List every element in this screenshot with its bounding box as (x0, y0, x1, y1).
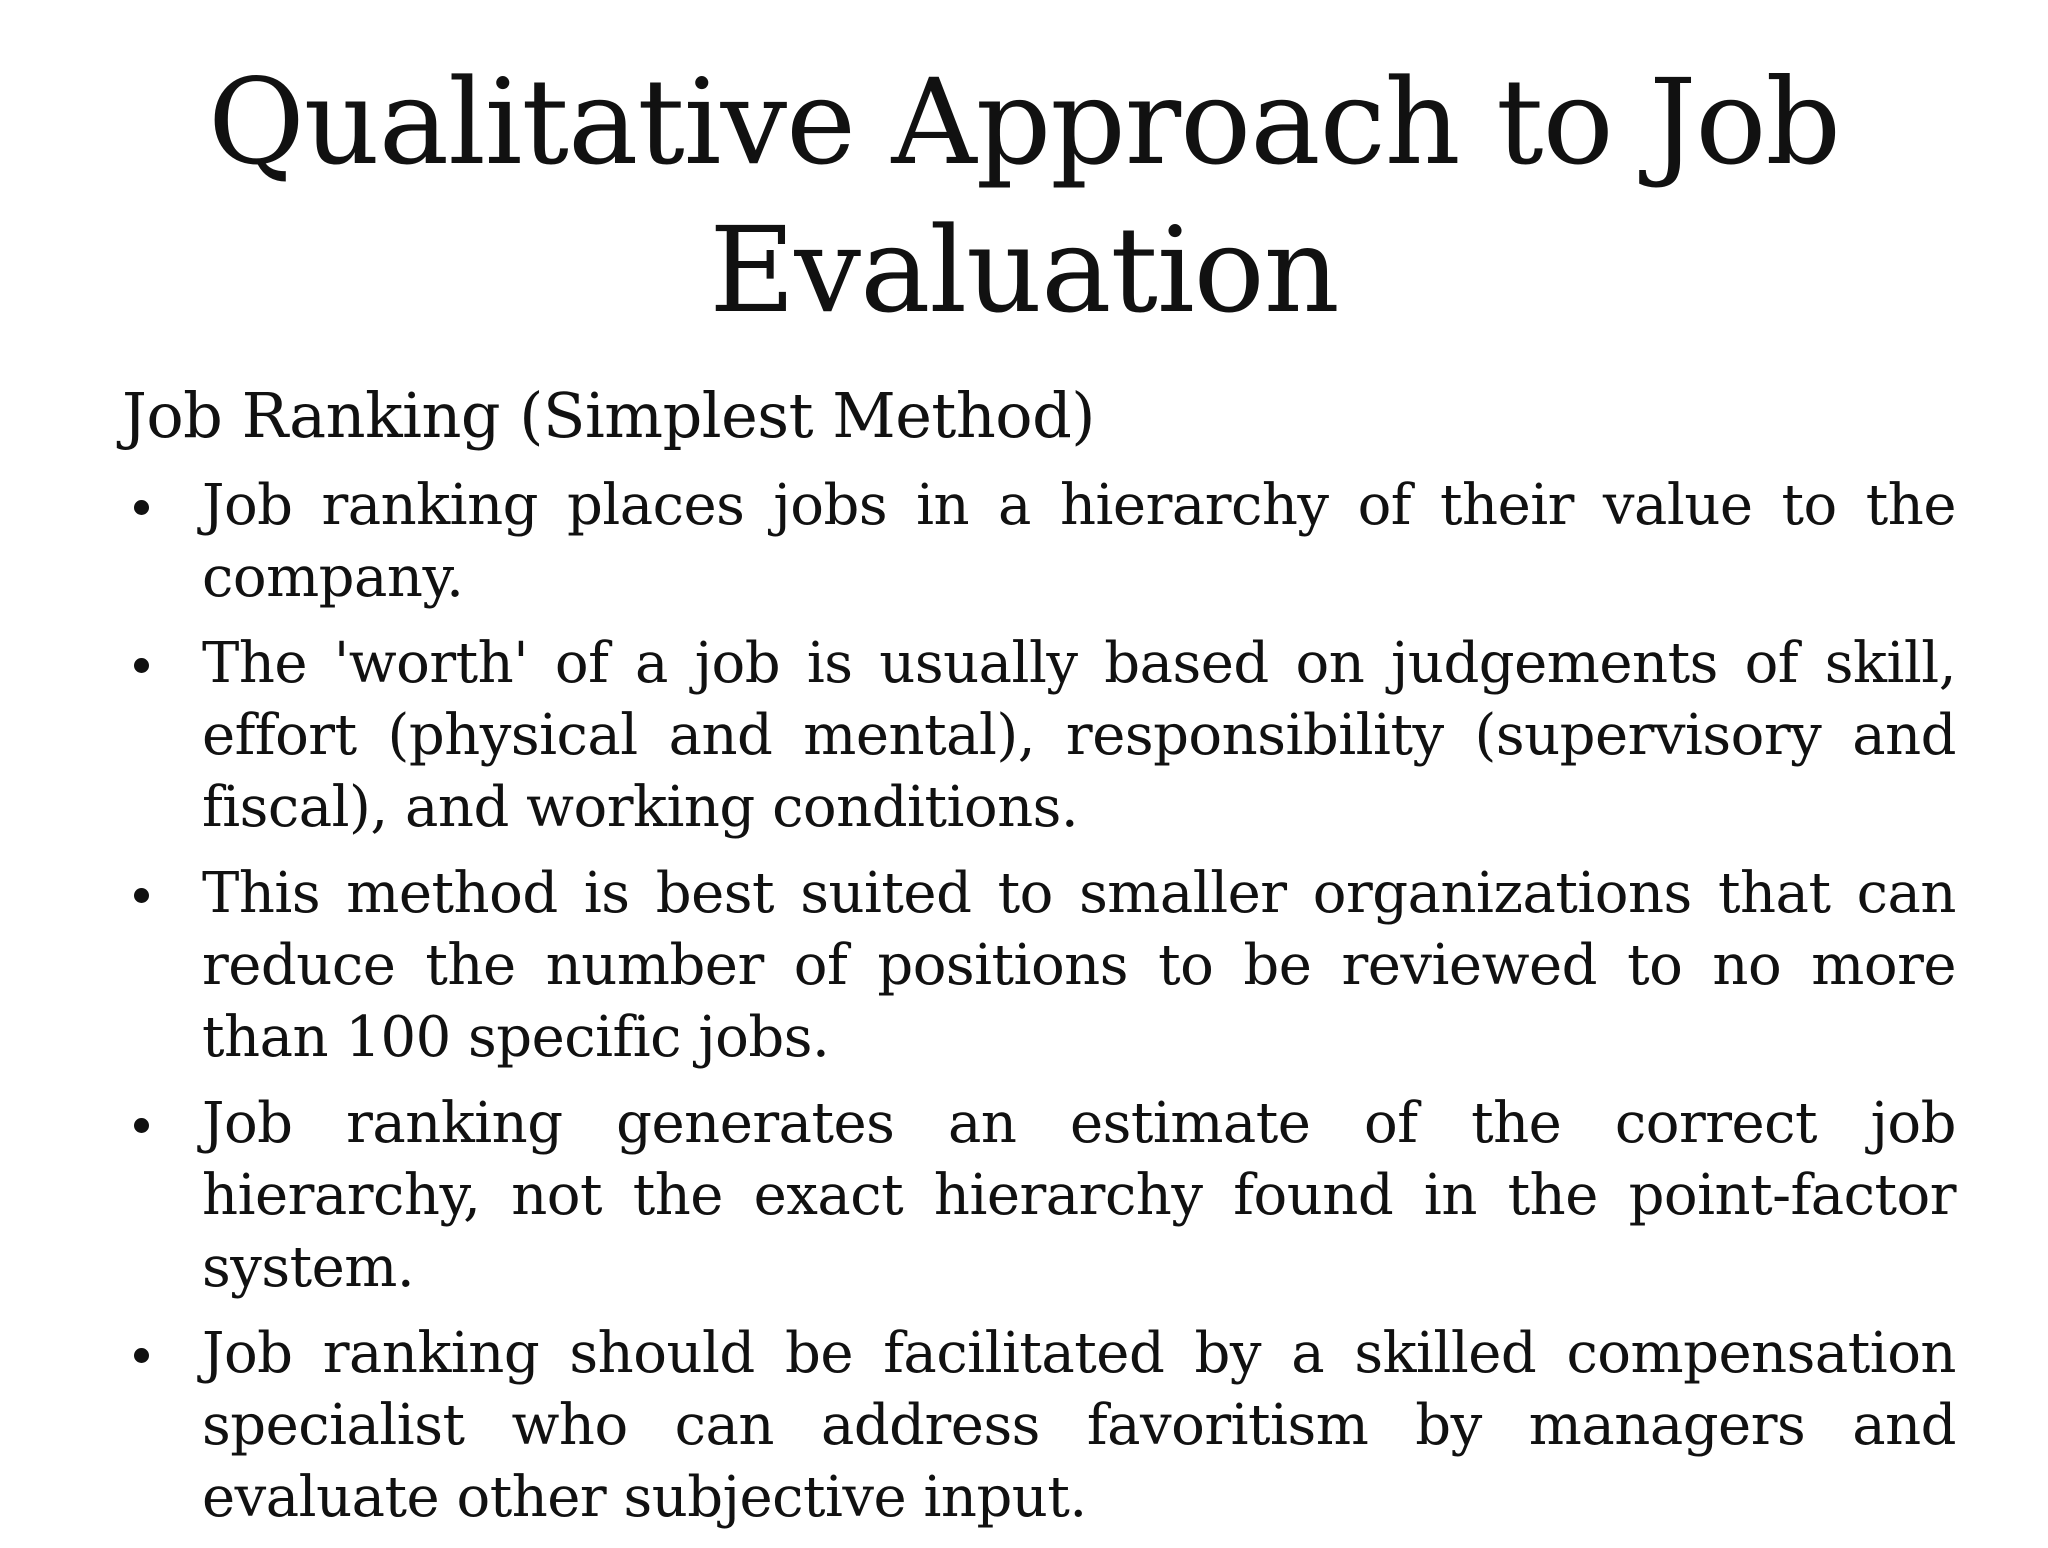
bullet-text: Job ranking generates an estimate of the correct job hierarchy, not the exact hierarchy found in the point-factor system. (202, 1091, 1956, 1300)
bullet-item (120, 1088, 1956, 1304)
bullet-item (120, 858, 1956, 1074)
bullet-list (120, 470, 1956, 1548)
bullet-icon (134, 888, 149, 903)
bullet-item (120, 628, 1956, 844)
bullet-item (120, 1318, 1956, 1534)
bullet-text: Job ranking should be facilitated by a skilled compensation specialist who can address favoritism by managers and evaluate other subjective input. (202, 1321, 1956, 1530)
bullet-text: Job ranking places jobs in a hierarchy of their value to the company. (202, 473, 1956, 610)
bullet-icon (134, 1118, 149, 1133)
bullet-icon (134, 500, 149, 515)
section-subtitle: Job Ranking (Simplest Method) (122, 379, 1095, 452)
bullet-text: The 'worth' of a job is usually based on judgements of skill, effort (physical and mental), responsibility (supervisory and fiscal), and working conditions. (202, 631, 1956, 840)
bullet-icon (134, 658, 149, 673)
bullet-text: This method is best suited to smaller organizations that can reduce the number of positions to be reviewed to no more than 100 specific jobs. (202, 861, 1956, 1070)
bullet-icon (134, 1348, 149, 1363)
bullet-item (120, 470, 1956, 614)
slide-title: Qualitative Approach to Job Evaluation (207, 53, 1841, 339)
